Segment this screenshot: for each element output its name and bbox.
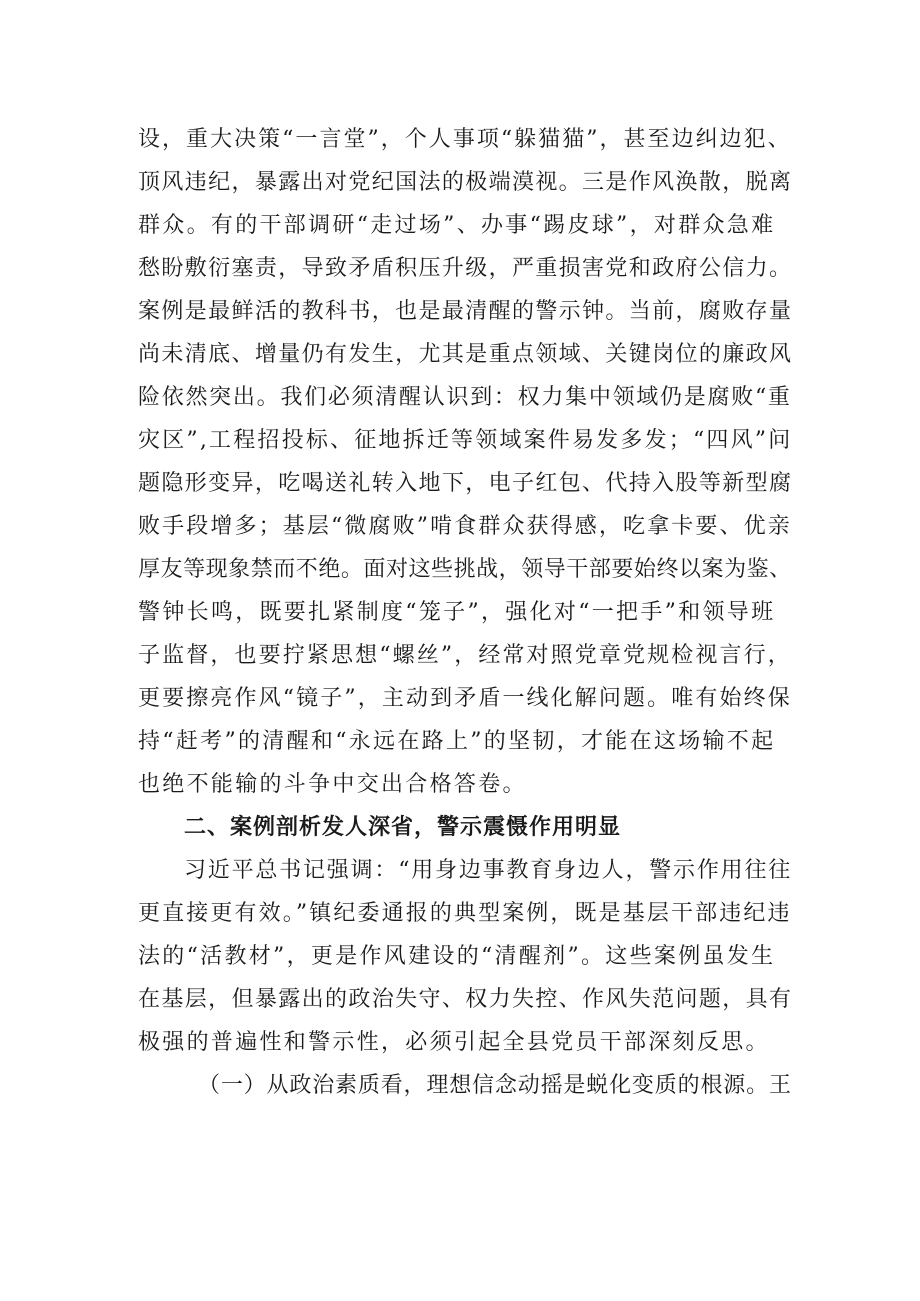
text-line: 也绝不能输的斗争中交出合格答卷。 bbox=[138, 772, 527, 797]
text-line: 案例是最鲜活的教科书，也是最清醒的警示钟。当前，腐败存量 bbox=[138, 299, 793, 324]
text-line: （一）从政治素质看，理想信念动摇是蜕化变质的根源。王 bbox=[198, 1073, 792, 1098]
text-line: 子监督，也要拧紧思想“螺丝”，经常对照党章党规检视言行， bbox=[138, 643, 792, 668]
text-line: 题隐形变异，吃喝送礼转入地下，电子红包、代持入股等新型腐 bbox=[138, 471, 793, 496]
section-heading: 二、案例剖析发人深省，警示震慑作用明显 bbox=[184, 815, 622, 840]
text-line: 警钟长鸣，既要扎紧制度“笼子”，强化对“一把手”和领导班 bbox=[138, 600, 776, 625]
text-line: 极强的普遍性和警示性，必须引起全县党员干部深刻反思。 bbox=[138, 1030, 770, 1055]
text-line: 愁盼敷衍塞责，导致矛盾积压升级，严重损害党和政府公信力。 bbox=[138, 256, 793, 281]
text-line: 顶风违纪，暴露出对党纪国法的极端漠视。三是作风涣散，脱离 bbox=[138, 170, 793, 195]
text-line: 持“赶考”的清醒和“永远在路上”的坚韧，才能在这场输不起 bbox=[138, 729, 776, 754]
text-line: 灾区”,工程招投标、征地拆迁等领域案件易发多发；“四风”问 bbox=[138, 428, 793, 453]
text-line: 在基层，但暴露出的政治失守、权力失控、作风失范问题，具有 bbox=[138, 987, 793, 1012]
text-line: 厚友等现象禁而不绝。面对这些挑战，领导干部要始终以案为鉴、 bbox=[138, 557, 792, 582]
text-line: 设，重大决策“一言堂”，个人事项“躲猫猫”，甚至边纠边犯、 bbox=[138, 127, 792, 152]
text-line: 尚未清底、增量仍有发生，尤其是重点领域、关键岗位的廉政风 bbox=[138, 342, 793, 367]
text-line: 更要擦亮作风“镜子”，主动到矛盾一线化解问题。唯有始终保 bbox=[138, 686, 792, 711]
text-line: 群众。有的干部调研“走过场”、办事“踢皮球”，对群众急难 bbox=[138, 213, 776, 238]
text-line: 险依然突出。我们必须清醒认识到：权力集中领域仍是腐败“重 bbox=[138, 385, 792, 410]
text-line: 习近平总书记强调：“用身边事教育身边人，警示作用往往 bbox=[184, 858, 793, 883]
text-line: 更直接更有效。”镇纪委通报的典型案例，既是基层干部违纪违 bbox=[138, 901, 792, 926]
text-line: 法的“活教材”，更是作风建设的“清醒剂”。这些案例虽发生 bbox=[138, 944, 776, 969]
text-line: 败手段增多；基层“微腐败”啃食群众获得感，吃拿卡要、优亲 bbox=[138, 514, 792, 539]
